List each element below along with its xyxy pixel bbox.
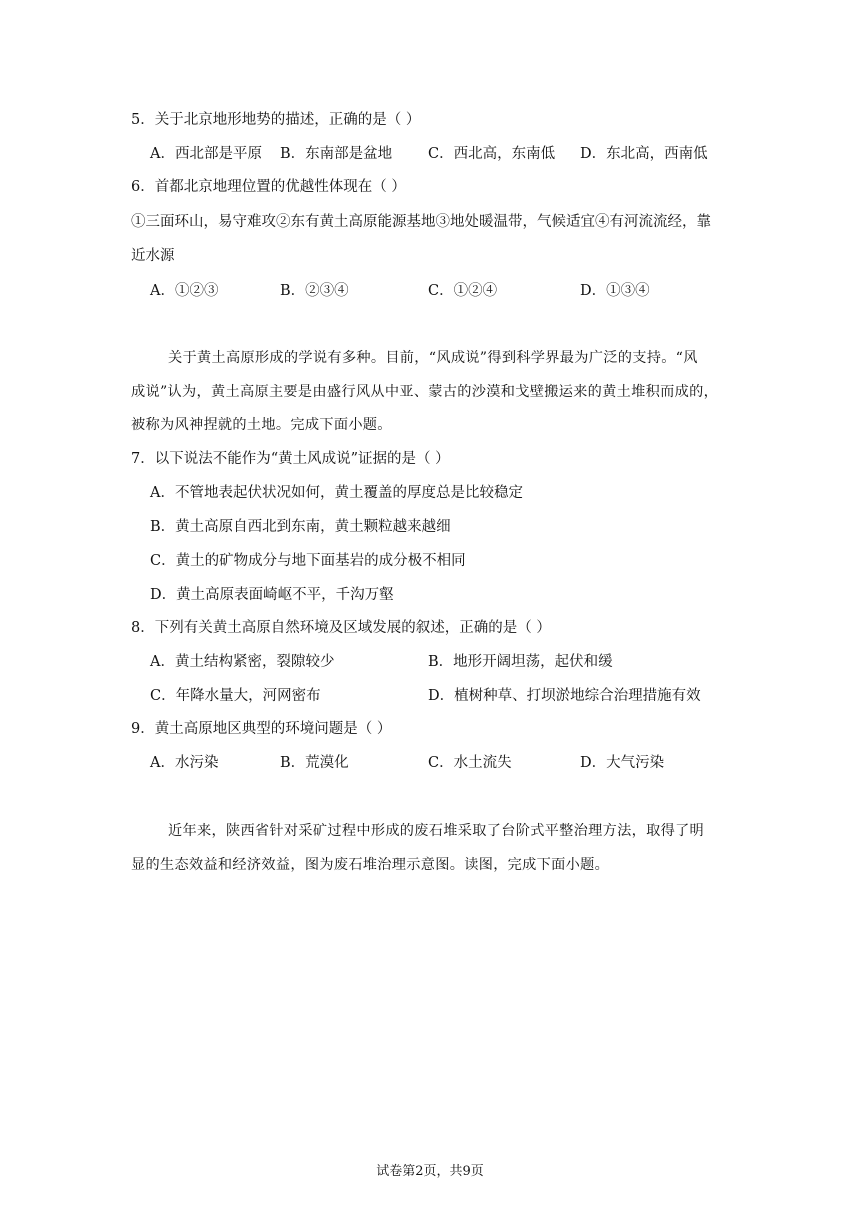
- question-5-option-c: C．西北高，东南低: [428, 146, 556, 162]
- question-7-option-b: B．黄土高原自西北到东南，黄土颗粒越来越细: [150, 519, 451, 535]
- question-7-option-d: D．黄土高原表面崎岖不平，千沟万壑: [150, 587, 394, 603]
- question-6-description-line-2: 近水源: [131, 248, 175, 264]
- question-9-option-c: C．水土流失: [428, 755, 512, 771]
- question-5-option-b: B．东南部是盆地: [280, 146, 393, 162]
- passage-2-line-1: 近年来，陕西省针对采矿过程中形成的废石堆采取了台阶式平整治理方法，取得了明: [168, 823, 705, 839]
- passage-1-line-3: 被称为风神捏就的土地。完成下面小题。: [131, 417, 392, 433]
- question-6-option-c: C．①②④: [428, 283, 498, 299]
- question-7-option-c: C．黄土的矿物成分与地下面基岩的成分极不相同: [150, 553, 466, 569]
- question-9-option-d: D．大气污染: [580, 755, 665, 771]
- question-8-stem: 8．下列有关黄土高原自然环境及区域发展的叙述，正确的是（ ）: [131, 620, 551, 636]
- question-7-stem: 7．以下说法不能作为“黄土风成说”证据的是（ ）: [131, 451, 450, 467]
- question-6-option-b: B．②③④: [280, 283, 349, 299]
- question-5-stem: 5．关于北京地形地势的描述，正确的是（ ）: [131, 112, 421, 128]
- question-6-option-a: A．①②③: [150, 283, 219, 299]
- passage-2-line-2: 显的生态效益和经济效益，图为废石堆治理示意图。读图，完成下面小题。: [131, 857, 610, 873]
- question-6-description-line-1: ①三面环山，易守难攻②东有黄土高原能源基地③地处暖温带，气候适宜④有河流流经，靠: [131, 214, 711, 230]
- passage-1-line-2: 成说”认为，黄土高原主要是由盛行风从中亚、蒙古的沙漠和戈壁搬运来的黄土堆积而成的，: [131, 384, 719, 400]
- passage-1-line-1: 关于黄土高原形成的学说有多种。目前，“风成说”得到科学界最为广泛的支持。“风: [168, 350, 698, 366]
- question-9-option-b: B．荒漠化: [280, 755, 349, 771]
- question-6-stem: 6．首都北京地理位置的优越性体现在（ ）: [131, 179, 406, 195]
- question-8-option-a: A．黄土结构紧密，裂隙较少: [150, 654, 335, 670]
- question-7-option-a: A．不管地表起伏状况如何，黄土覆盖的厚度总是比较稳定: [150, 485, 523, 501]
- question-9-option-a: A．水污染: [150, 755, 219, 771]
- question-5-option-d: D．东北高，西南低: [580, 146, 708, 162]
- question-9-stem: 9．黄土高原地区典型的环境问题是（ ）: [131, 721, 392, 737]
- page-footer: 试卷第2页，共9页: [376, 1164, 484, 1179]
- question-8-option-c: C．年降水量大，河网密布: [150, 688, 321, 704]
- question-5-option-a: A．西北部是平原: [150, 146, 262, 162]
- question-8-option-d: D．植树种草、打坝淤地综合治理措施有效: [428, 688, 701, 704]
- question-6-option-d: D．①③④: [580, 283, 650, 299]
- question-8-option-b: B．地形开阔坦荡，起伏和缓: [428, 654, 613, 670]
